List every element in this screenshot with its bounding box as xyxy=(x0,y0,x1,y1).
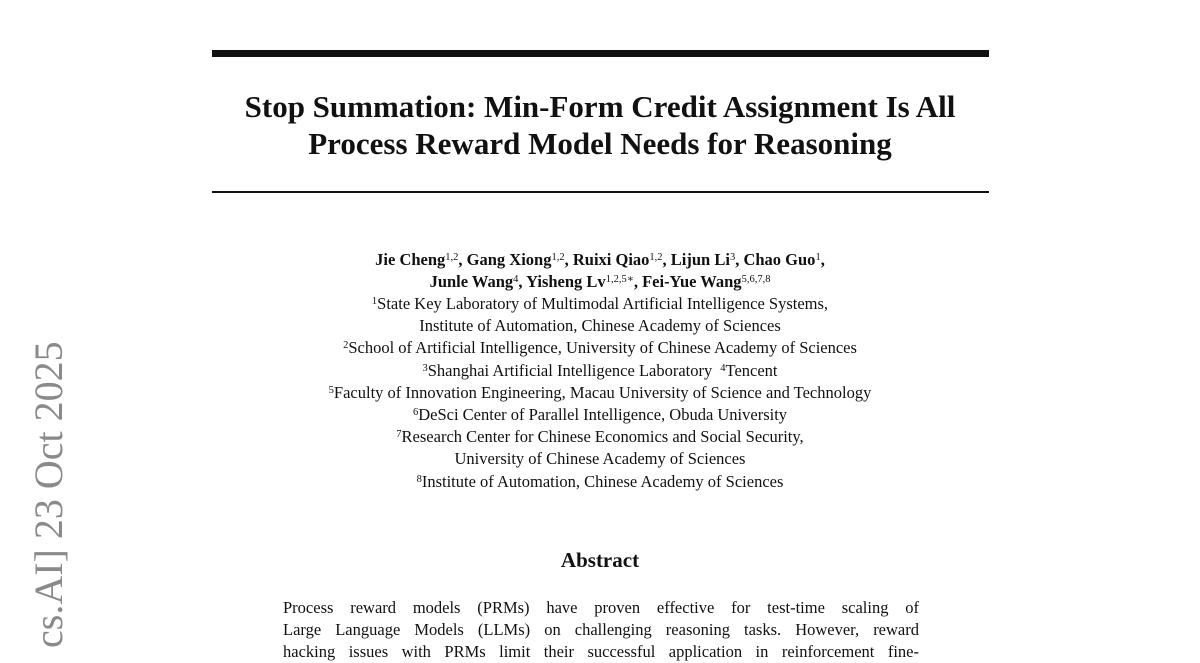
arxiv-side-stamp: cs.AI] 23 Oct 2025 xyxy=(26,341,71,648)
abstract-line: Process reward models (PRMs) have proven effective for test-time scaling of xyxy=(283,598,919,617)
author: Lijun Li$^3$ xyxy=(670,250,736,269)
author: Yisheng $Lv^{1,2,5∗}$ xyxy=(526,272,634,291)
abstract-body xyxy=(283,597,919,663)
title-top-rule xyxy=(212,50,989,57)
author: Ruixi Qiao$^{1,2}$ xyxy=(572,250,663,269)
affiliation: $^8$Institute of Automation, Chinese Academy of Sciences xyxy=(416,471,784,491)
title-line: Stop Summation: Min-Form Credit Assignment Is All xyxy=(244,89,956,124)
affiliation: $^6$DeSci Center of Parallel Intelligence, Obuda University xyxy=(412,405,788,425)
affiliation-list xyxy=(230,293,970,493)
author: Fei-Yue Wang$^{5,6,7,8}$ xyxy=(642,272,771,291)
title-bottom-rule xyxy=(212,191,989,193)
author: Gang Xiong$^{1,2}$ xyxy=(466,250,565,269)
affiliation: University of Chinese Academy of Sciences xyxy=(454,449,746,469)
affiliation: $^3$Shanghai Artificial Intelligence Laboratory $^4$Tencent xyxy=(422,360,778,380)
title-line: Process Reward Model Needs for Reasoning xyxy=(308,126,892,161)
author: Chao Guo$^1$ xyxy=(743,250,821,269)
abstract-line: hacking issues with PRMs limit their successful application in reinforcement fine- xyxy=(283,642,919,661)
affiliation: Institute of Automation, Chinese Academy of Sciences xyxy=(419,316,781,336)
abstract-line: Large Language Models (LLMs) on challenging reasoning tasks. However, reward xyxy=(283,620,919,639)
paper-title xyxy=(190,88,1010,162)
affiliation: $^1$State Key Laboratory of Multimodal Artificial Intelligence Systems, xyxy=(371,294,829,313)
author-list: Jie Cheng$^{1,2}$, Gang Xiong$^{1,2}$, Ruixi Qiao$^{1,2}$, Lijun Li$^3$, Chao Guo$^1$, Junle Wang$^4$, Yisheng $Lv^{1,2,5∗}$, Fei-Yue Wang$^{5,6,7,8}$ xyxy=(375,250,825,291)
author: Jie Cheng$^{1,2}$ xyxy=(375,250,459,269)
affiliation: $^2$School of Artificial Intelligence, University of Chinese Academy of Sciences xyxy=(343,338,857,358)
affiliation: $^7$Research Center for Chinese Economics and Social Security, xyxy=(396,427,804,447)
author: Junle Wang$^4$ xyxy=(429,272,519,291)
abstract-heading: Abstract xyxy=(560,548,640,572)
affiliation: $^5$Faculty of Innovation Engineering, Macau University of Science and Technology xyxy=(328,382,872,402)
